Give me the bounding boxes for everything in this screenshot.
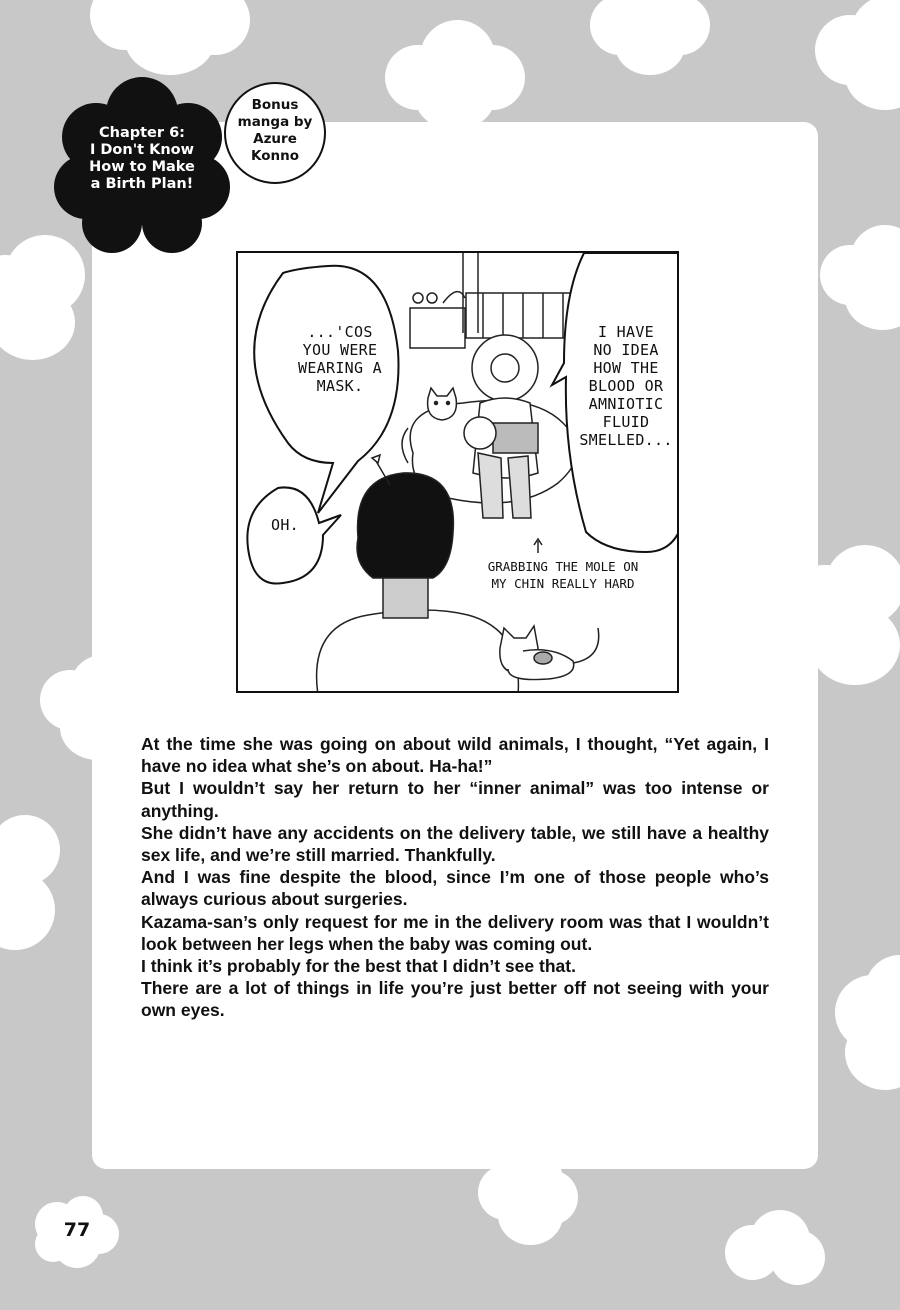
body-paragraph: There are a lot of things in life you’re just better off not seeing with your own eyes. — [141, 978, 769, 1021]
manga-illustration — [238, 253, 679, 693]
background-cloud — [820, 225, 900, 335]
chapter-title-line: a Birth Plan! — [90, 176, 194, 192]
chapter-label: Chapter 6: — [99, 125, 185, 141]
page-number-badge — [33, 1196, 121, 1268]
note-arrow — [534, 539, 542, 553]
chapter-title-line: How to Make — [89, 159, 195, 175]
body-paragraph: But I wouldn’t say her return to her “inner animal” was too intense or anything. — [141, 778, 769, 821]
bonus-manga-badge — [224, 82, 326, 184]
speech-text-left: ...'COS YOU WERE WEARING A MASK. — [298, 323, 382, 395]
background-cloud — [0, 815, 80, 955]
body-paragraph: She didn’t have any accidents on the delivery table, we still have a healthy sex life, and we’re still married. Thankfully. — [141, 822, 769, 866]
body-paragraph: At the time she was going on about wild animals, I thought, “Yet again, I have no idea what she’s on about. Ha-ha!” — [141, 734, 769, 777]
chapter-badge — [52, 75, 232, 255]
bonus-line: manga by — [237, 114, 313, 130]
panel-note: GRABBING THE MOLE ON MY CHIN REALLY HARD — [487, 559, 639, 591]
bonus-line: Bonus — [251, 97, 299, 113]
body-text — [141, 733, 769, 1022]
background-cloud — [835, 955, 900, 1095]
background-cloud — [90, 0, 250, 80]
bonus-line: Konno — [251, 148, 299, 164]
sleeping-cat-drawing — [500, 626, 599, 680]
bonus-line: Azure — [253, 131, 297, 147]
body-paragraph: Kazama-san’s only request for me in the delivery room was that I wouldn’t look between her legs when the baby was coming out. — [141, 911, 769, 954]
body-paragraph: I think it’s probably for the best that I didn’t see that. — [141, 956, 576, 977]
background-cloud — [725, 1210, 825, 1310]
speech-text-right: I HAVE NO IDEA HOW THE BLOOD OR AMNIOTIC FLUID SMELLED... — [579, 323, 673, 449]
background-cloud — [815, 0, 900, 115]
crib-drawing — [410, 253, 586, 348]
background-cloud — [385, 20, 525, 130]
background-cloud — [590, 0, 710, 80]
speech-text-small: OH. — [271, 516, 299, 534]
chapter-title-line: I Don't Know — [89, 142, 195, 158]
page-number: 77 — [63, 1219, 91, 1241]
body-paragraph: And I was fine despite the blood, since I’m one of those people who’s always curious about surgeries. — [141, 867, 769, 910]
manga-panel — [236, 251, 679, 693]
